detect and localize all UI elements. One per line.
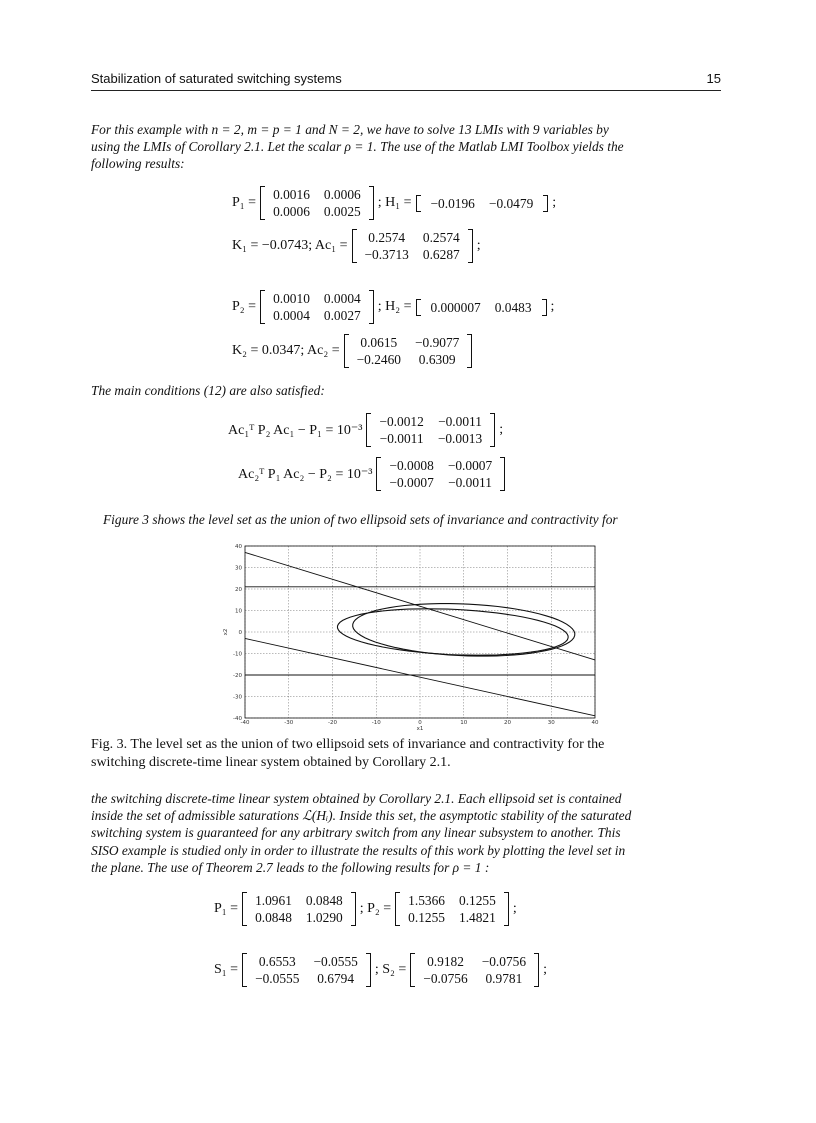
saturation-line-1	[245, 552, 595, 660]
eq-terminator: ;	[543, 962, 547, 977]
running-header-title: Stabilization of saturated switching systems	[91, 71, 342, 86]
y-tick-label: -10	[233, 651, 242, 658]
matrix-cell: 0.1255	[408, 910, 445, 925]
intro-line-3: following results:	[91, 156, 185, 172]
y-axis-label: x2	[223, 628, 229, 636]
equation-k2-ac2	[232, 334, 476, 368]
s2-label: ; S₂ =	[374, 962, 407, 977]
page-number: 15	[706, 71, 721, 86]
condition-2-label: Ac₂ᵀ P₁ Ac₂ − P₂ = 10⁻³	[238, 466, 373, 482]
x-tick-label: 30	[547, 720, 555, 726]
y-tick-label: -20	[233, 673, 242, 679]
equation-p2-h2	[232, 290, 554, 324]
matrix-cell: −0.0008	[389, 458, 434, 473]
h1-label: ; H₁ =	[377, 195, 412, 210]
eq-terminator: ;	[476, 238, 481, 253]
matrix-cell: 0.0006	[323, 187, 361, 202]
intro-paragraph	[91, 121, 721, 173]
body-line-4: SISO example is studied only in order to illustrate the results of this work by plotting the level set in	[91, 842, 626, 858]
condition-1-label: Ac₁ᵀ P₂ Ac₁ − P₁ = 10⁻³	[228, 422, 363, 438]
x-axis-label: x1	[416, 726, 424, 732]
matrix-cell: 0.0006	[273, 204, 310, 219]
y-tick-label: -30	[233, 694, 242, 701]
equation-k1-ac1	[232, 229, 481, 263]
matrix-cell: 0.0615	[360, 335, 398, 350]
ac1-matrix	[352, 229, 473, 263]
s1-matrix	[242, 953, 371, 987]
p2-matrix	[395, 892, 509, 926]
y-tick-label: 40	[235, 544, 242, 550]
matrix-cell: 0.0483	[494, 299, 532, 315]
x-tick-label: -30	[284, 720, 294, 726]
x-tick-label: 20	[504, 720, 511, 726]
intro-line-1: For this example with n = 2, m = p = 1 and N = 2, we have to solve 13 LMIs with 9 variables by	[91, 122, 609, 137]
level-set-chart	[219, 540, 603, 732]
k1-ac1-label: K₁ = −0.0743; Ac₁ =	[232, 238, 348, 253]
p1-label: P₁ =	[232, 195, 257, 210]
matrix-cell: −0.0479	[488, 195, 534, 211]
matrix-cell: −0.0756	[481, 954, 527, 969]
x-tick-label: -20	[328, 720, 337, 726]
matrix-cell: −0.0555	[313, 954, 358, 969]
matrix-cell: 1.0290	[305, 910, 343, 925]
p1-matrix	[242, 892, 356, 926]
matrix-cell: 0.6553	[258, 954, 296, 969]
y-tick-label: -40	[233, 716, 242, 722]
x-tick-label: 40	[591, 720, 599, 726]
equation-p1-h1	[232, 186, 556, 220]
h2-vector	[416, 299, 547, 316]
eq-terminator: ;	[512, 901, 517, 916]
matrix-cell: −0.0007	[389, 475, 434, 490]
matrix-cell: 0.6309	[418, 352, 456, 367]
condition-1	[228, 413, 503, 447]
matrix-cell: −0.0013	[437, 431, 483, 446]
figure-intro-text: Figure 3 shows the level set as the union of two ellipsoid sets of invariance and contractivity for	[103, 512, 618, 527]
matrix-cell: 1.0961	[255, 893, 292, 908]
body-line-2: inside the set of admissible saturations ℒ(Hᵢ). Inside this set, the asymptotic stability of the saturated	[91, 808, 632, 824]
equation-s1-s2	[214, 953, 547, 987]
s2-matrix	[410, 953, 539, 987]
matrix-cell: −0.0196	[430, 195, 475, 211]
body-line-1: the switching discrete-time linear system obtained by Corollary 2.1. Each ellipsoid set is contained	[91, 791, 622, 806]
p2-matrix	[260, 290, 374, 324]
matrix-cell: −0.0555	[255, 971, 300, 986]
h2-label: ; H₂ =	[377, 299, 412, 314]
matrix-cell: 0.1255	[459, 893, 496, 908]
conditions-text: The main conditions (12) are also satisfied:	[91, 383, 325, 398]
p1-matrix	[260, 186, 374, 220]
intro-line-2: using the LMIs of Corollary 2.1. Let the scalar ρ = 1. The use of the Matlab LMI Toolbox yields the	[91, 139, 624, 155]
caption-line-2: switching discrete-time linear system obtained by Corollary 2.1.	[91, 754, 451, 770]
eq-terminator: ;	[499, 422, 504, 437]
matrix-cell: 0.0004	[323, 291, 361, 306]
matrix-cell: 0.0848	[305, 893, 343, 908]
matrix-cell: 1.5366	[408, 893, 445, 908]
matrix-cell: 0.2574	[368, 230, 406, 245]
matrix-cell: −0.0011	[379, 431, 424, 446]
equation-p1-p2	[214, 892, 517, 926]
header-rule	[91, 90, 721, 91]
y-tick-label: 20	[235, 587, 242, 593]
figure-caption	[91, 736, 721, 771]
y-tick-label: 30	[235, 565, 242, 572]
matrix-cell: 0.9781	[485, 971, 523, 986]
caption-line-1: Fig. 3. The level set as the union of two ellipsoid sets of invariance and contractivity for the	[91, 737, 605, 752]
matrix-cell: 0.000007	[430, 299, 481, 315]
matrix-cell: 0.2574	[422, 230, 460, 245]
body-line-3: switching system is guaranteed for any arbitrary switch from any linear subsystem to another. This	[91, 825, 621, 841]
x-tick-label: -40	[240, 720, 250, 726]
p2-label: P₂ =	[232, 299, 257, 314]
eq-terminator: ;	[550, 299, 555, 314]
matrix-cell: 0.0025	[323, 204, 361, 219]
y-tick-label: 10	[235, 608, 242, 615]
condition-2-matrix	[376, 457, 505, 491]
matrix-cell: 0.0016	[273, 187, 310, 202]
matrix-cell: −0.9077	[415, 335, 460, 350]
condition-2	[238, 457, 509, 491]
h1-vector	[416, 195, 549, 212]
matrix-cell: −0.2460	[356, 352, 401, 367]
matrix-cell: −0.0756	[423, 971, 468, 986]
eq-terminator: ;	[552, 195, 557, 210]
matrix-cell: 0.6287	[422, 247, 460, 262]
figure-3-plot	[219, 540, 603, 732]
body-line-5: the plane. The use of Theorem 2.7 leads to the following results for ρ = 1 :	[91, 859, 490, 875]
x-tick-label: 10	[460, 720, 468, 726]
p2-label: ; P₂ =	[359, 901, 392, 916]
matrix-cell: −0.0011	[438, 414, 482, 429]
x-tick-label: 0	[418, 720, 422, 726]
matrix-cell: 1.4821	[459, 910, 496, 925]
matrix-cell: 0.6794	[317, 971, 355, 986]
matrix-cell: 0.9182	[427, 954, 464, 969]
matrix-cell: 0.0848	[255, 910, 292, 925]
condition-1-matrix	[366, 413, 495, 447]
s1-label: S₁ =	[214, 962, 239, 977]
matrix-cell: −0.0012	[379, 414, 424, 429]
x-tick-label: -10	[371, 720, 381, 726]
matrix-cell: −0.3713	[364, 247, 409, 262]
k2-ac2-label: K₂ = 0.0347; Ac₂ =	[232, 343, 340, 358]
matrix-cell: −0.0007	[447, 458, 493, 473]
p1-label: P₁ =	[214, 901, 239, 916]
body-paragraph-2	[91, 790, 721, 876]
matrix-cell: −0.0011	[448, 475, 492, 490]
matrix-cell: 0.0010	[273, 291, 310, 306]
matrix-cell: 0.0027	[323, 308, 361, 323]
y-tick-label: 0	[238, 630, 242, 636]
ac2-matrix	[344, 334, 473, 368]
matrix-cell: 0.0004	[273, 308, 310, 323]
